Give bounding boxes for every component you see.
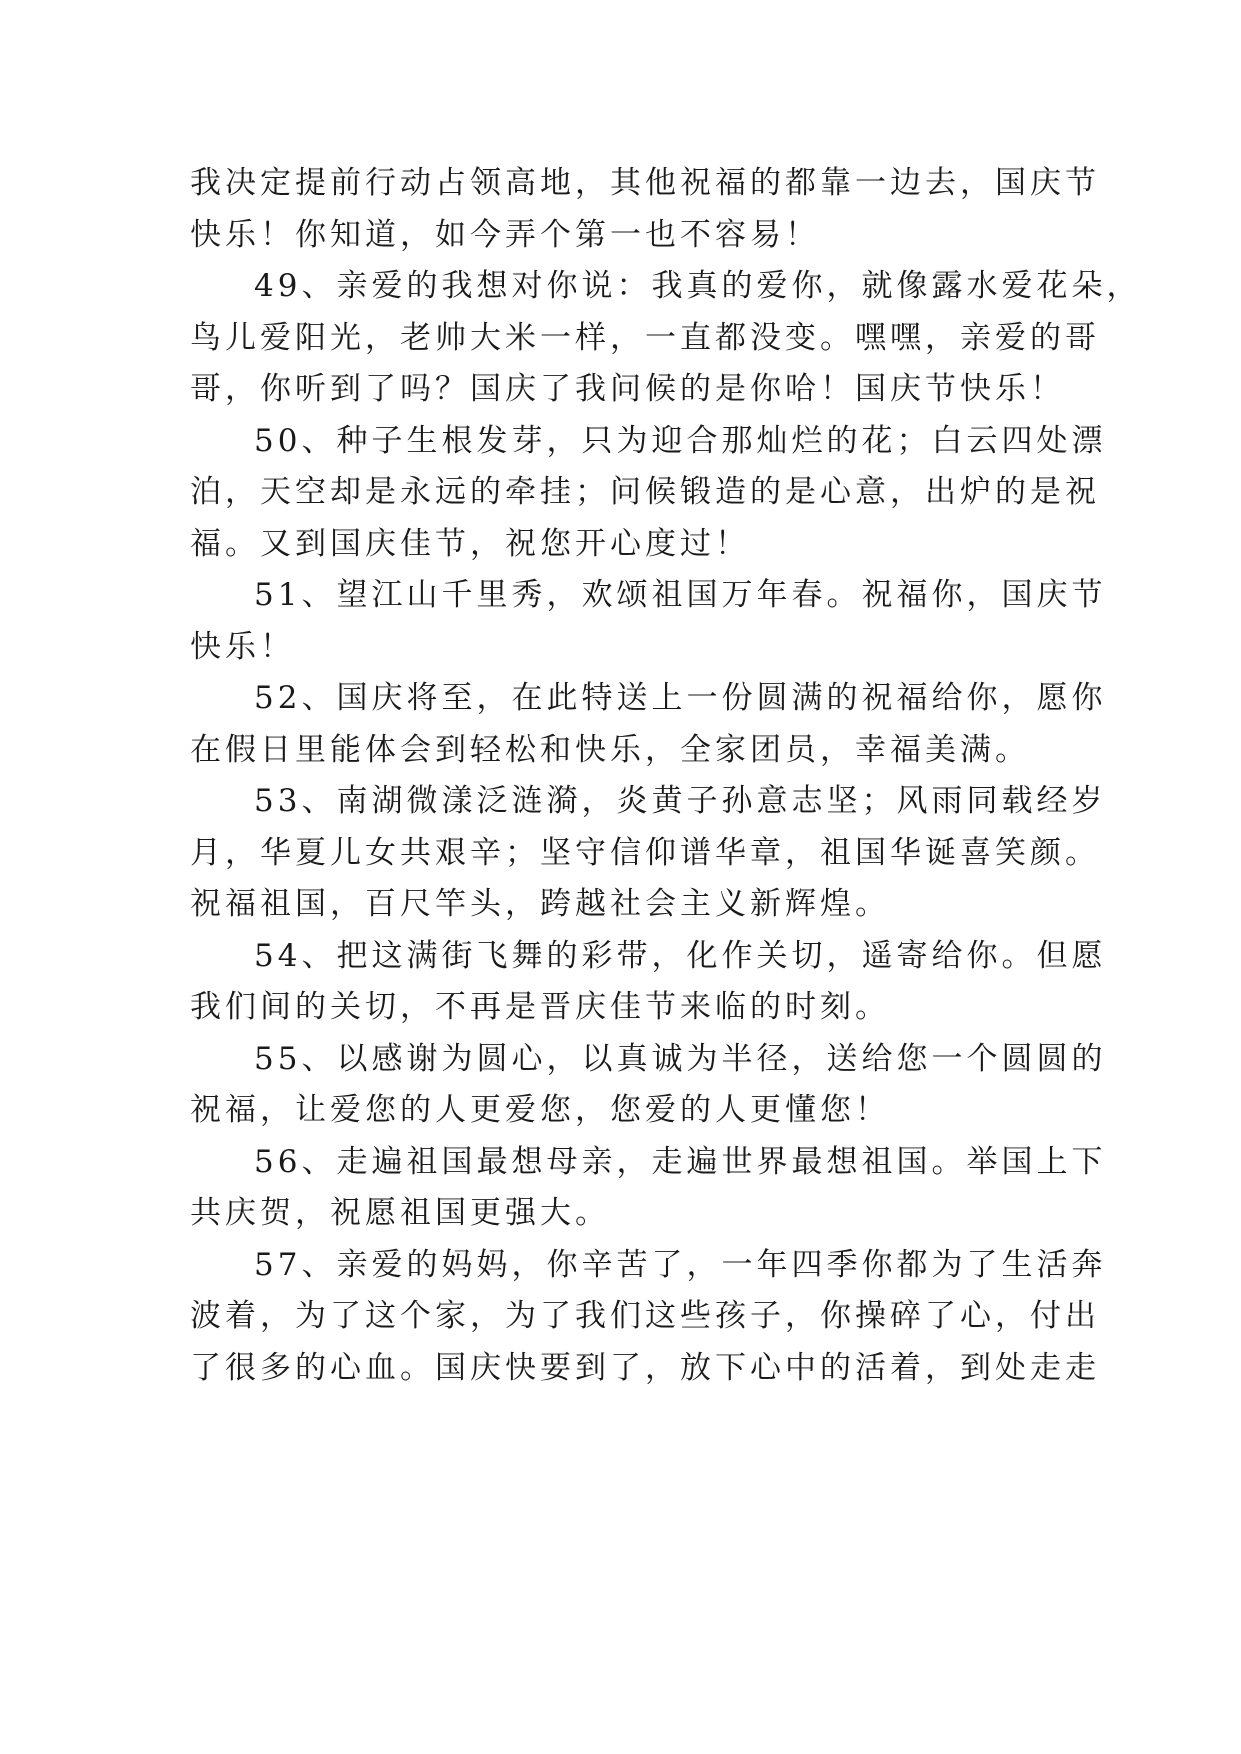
text-line: 55、以感谢为圆心，以真诚为半径，送给您一个圆圆的 — [254, 1040, 1107, 1077]
paragraph-57 — [190, 1240, 1107, 1395]
text-line: 福。又到国庆佳节，祝您开心度过！ — [190, 525, 750, 562]
paragraph-55 — [190, 1034, 1107, 1137]
paragraph-52 — [190, 673, 1107, 776]
text-line: 祝福，让爱您的人更爱您，您爱的人更懂您！ — [190, 1092, 890, 1128]
text-line: 54、把这满街飞舞的彩带，化作关切，遥寄给你。但愿 — [254, 937, 1107, 974]
text-line: 50、种子生根发芽，只为迎合那灿烂的花；白云四处漂 — [254, 422, 1107, 459]
text-line: 快乐！你知道，如今弄个第一也不容易！ — [190, 216, 820, 253]
paragraph-53 — [190, 776, 1107, 931]
text-line: 53、南湖微漾泛涟漪，炎黄子孙意志坚；风雨同载经岁 — [254, 783, 1107, 819]
text-line: 我们间的关切，不再是晋庆佳节来临的时刻。 — [190, 989, 890, 1025]
text-line: 57、亲爱的妈妈，你辛苦了，一年四季你都为了生活奔 — [254, 1246, 1107, 1283]
text-line: 泊，天空却是永远的牵挂；问候锻造的是心意，出炉的是祝 — [190, 474, 1100, 510]
paragraph-51 — [190, 570, 1107, 673]
document-body — [190, 158, 1142, 1394]
paragraph-intro — [190, 158, 1100, 261]
text-line: 56、走遍祖国最想母亲，走遍世界最想祖国。举国上下 — [254, 1143, 1107, 1180]
paragraph-56 — [190, 1137, 1107, 1240]
text-line: 快乐！ — [190, 628, 295, 665]
paragraph-54 — [190, 931, 1107, 1034]
text-line: 我决定提前行动占领高地，其他祝福的都靠一边去，国庆节 — [190, 165, 1100, 201]
text-line: 鸟儿爱阳光，老帅大米一样，一直都没变。嘿嘿，亲爱的哥 — [190, 319, 1100, 356]
paragraph-50 — [190, 416, 1107, 571]
text-line: 哥，你听到了吗？国庆了我问候的是你哈！国庆节快乐！ — [190, 371, 1065, 407]
text-line: 49、亲爱的我想对你说：我真的爱你，就像露水爱花朵， — [254, 268, 1142, 304]
text-line: 51、望江山千里秀，欢颂祖国万年春。祝福你，国庆节 — [254, 577, 1107, 613]
text-line: 在假日里能体会到轻松和快乐，全家团员，幸福美满。 — [190, 731, 1030, 768]
text-line: 共庆贺，祝愿祖国更强大。 — [190, 1195, 610, 1231]
text-line: 月，华夏儿女共艰辛；坚守信仰谱华章，祖国华诞喜笑颜。 — [190, 834, 1100, 871]
text-line: 祝福祖国，百尺竿头，跨越社会主义新辉煌。 — [190, 886, 890, 922]
paragraph-49 — [190, 261, 1142, 416]
text-line: 了很多的心血。国庆快要到了，放下心中的活着，到处走走 — [190, 1349, 1100, 1386]
text-line: 波着，为了这个家，为了我们这些孩子，你操碎了心，付出 — [190, 1298, 1100, 1334]
text-line: 52、国庆将至，在此特送上一份圆满的祝福给你，愿你 — [254, 680, 1107, 716]
